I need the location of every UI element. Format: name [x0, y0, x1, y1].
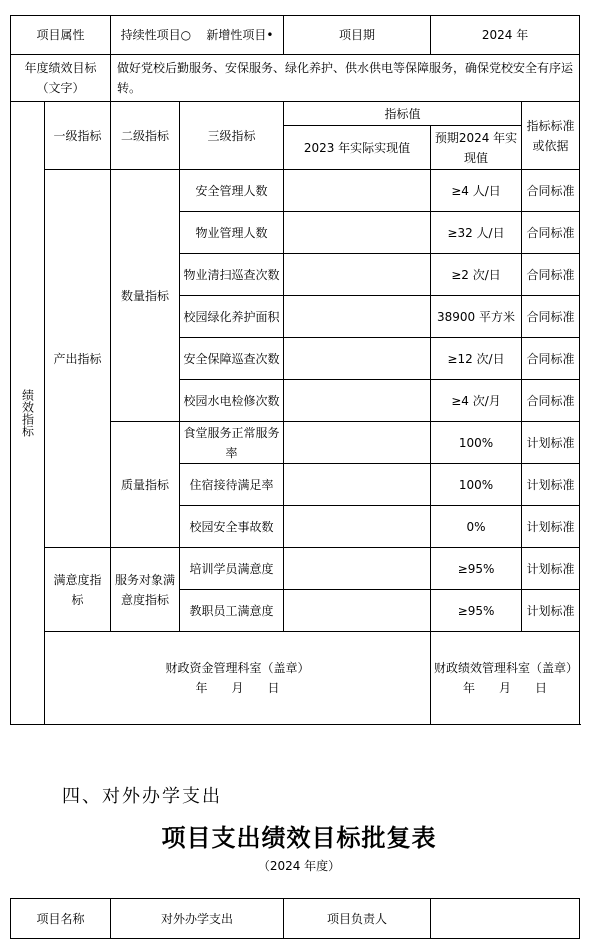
annual-goal-label: 年度绩效目标（文字） — [11, 55, 111, 102]
indicator-expected: ≥2 次/日 — [431, 254, 522, 296]
annual-goal-text: 做好党校后勤服务、安保服务、绿化养护、供水供电等保障服务，确保党校安全有序运转。 — [111, 55, 580, 102]
indicator-expected: ≥12 次/日 — [431, 338, 522, 380]
project-property-label: 项目属性 — [11, 16, 111, 55]
indicator-actual — [284, 422, 431, 464]
standard-header: 指标标准或依据 — [522, 102, 580, 170]
satisfaction-indicator-group: 满意度指标 — [45, 548, 111, 632]
indicator-expected: 100% — [431, 422, 522, 464]
level1-header: 一级指标 — [45, 102, 111, 170]
indicator-standard: 合同标准 — [522, 212, 580, 254]
indicator-expected: 38900 平方米 — [431, 296, 522, 338]
project-info-table — [10, 898, 580, 939]
quality-indicator-group: 质量指标 — [111, 422, 180, 548]
indicator-standard: 合同标准 — [522, 296, 580, 338]
continuing-project-option: 持续性项目○ — [120, 28, 192, 42]
indicator-standard: 计划标准 — [522, 590, 580, 632]
indicator-standard: 合同标准 — [522, 170, 580, 212]
indicator-name: 培训学员满意度 — [180, 548, 284, 590]
actual-2023-header: 2023 年实际实现值 — [284, 126, 431, 170]
project-owner-value — [431, 899, 580, 939]
indicator-name: 食堂服务正常服务率 — [180, 422, 284, 464]
indicator-actual — [284, 464, 431, 506]
indicator-name: 校园水电检修次数 — [180, 380, 284, 422]
level3-header: 三级指标 — [180, 102, 284, 170]
indicator-expected: ≥4 人/日 — [431, 170, 522, 212]
indicator-standard: 合同标准 — [522, 254, 580, 296]
indicator-standard: 合同标准 — [522, 380, 580, 422]
indicator-expected: ≥4 次/月 — [431, 380, 522, 422]
section-heading: 四、对外办学支出 — [62, 786, 222, 807]
finance-fund-office-signature — [45, 632, 431, 725]
performance-office-label: 财政绩效管理科室（盖章） — [434, 661, 579, 675]
indicator-name: 物业清扫巡查次数 — [180, 254, 284, 296]
project-period-label: 项目期 — [284, 16, 431, 55]
indicator-actual — [284, 506, 431, 548]
indicator-actual — [284, 212, 431, 254]
finance-fund-office-label: 财政资金管理科室（盖章） — [165, 661, 310, 675]
indicator-standard: 合同标准 — [522, 338, 580, 380]
indicator-standard: 计划标准 — [522, 422, 580, 464]
indicator-name: 教职员工满意度 — [180, 590, 284, 632]
indicator-name: 住宿接待满足率 — [180, 464, 284, 506]
indicator-actual — [284, 590, 431, 632]
indicator-expected: 100% — [431, 464, 522, 506]
indicator-expected: ≥32 人/日 — [431, 212, 522, 254]
indicator-actual — [284, 338, 431, 380]
indicator-actual — [284, 170, 431, 212]
project-type-cell — [111, 16, 284, 55]
indicator-name: 校园绿化养护面积 — [180, 296, 284, 338]
indicator-actual — [284, 380, 431, 422]
performance-indicator-group: 绩效指标 — [11, 102, 45, 725]
indicator-standard: 计划标准 — [522, 548, 580, 590]
project-period-value: 2024 年 — [431, 16, 580, 55]
service-satisfaction-group: 服务对象满意度指标 — [111, 548, 180, 632]
new-project-option: 新增性项目• — [206, 28, 274, 42]
indicator-standard: 计划标准 — [522, 506, 580, 548]
finance-fund-office-date: 年 月 日 — [195, 681, 280, 695]
indicator-standard: 计划标准 — [522, 464, 580, 506]
project-owner-label: 项目负责人 — [284, 899, 431, 939]
indicator-name: 校园安全事故数 — [180, 506, 284, 548]
project-name-value: 对外办学支出 — [111, 899, 284, 939]
indicator-actual — [284, 296, 431, 338]
indicator-actual — [284, 548, 431, 590]
indicator-name: 安全管理人数 — [180, 170, 284, 212]
performance-office-signature — [431, 632, 580, 725]
indicator-expected: ≥95% — [431, 590, 522, 632]
indicator-expected: 0% — [431, 506, 522, 548]
indicator-name: 安全保障巡查次数 — [180, 338, 284, 380]
indicator-actual — [284, 254, 431, 296]
quantity-indicator-group: 数量指标 — [111, 170, 180, 422]
performance-target-table — [10, 15, 580, 725]
output-indicator-group: 产出指标 — [45, 170, 111, 548]
expected-2024-header: 预期2024 年实现值 — [431, 126, 522, 170]
performance-office-date: 年 月 日 — [463, 681, 548, 695]
indicator-name: 物业管理人数 — [180, 212, 284, 254]
project-name-label: 项目名称 — [11, 899, 111, 939]
level2-header: 二级指标 — [111, 102, 180, 170]
indicator-expected: ≥95% — [431, 548, 522, 590]
page-subtitle: （2024 年度） — [257, 859, 341, 873]
page-title: 项目支出绩效目标批复表 — [161, 823, 437, 852]
value-header: 指标值 — [284, 102, 522, 126]
